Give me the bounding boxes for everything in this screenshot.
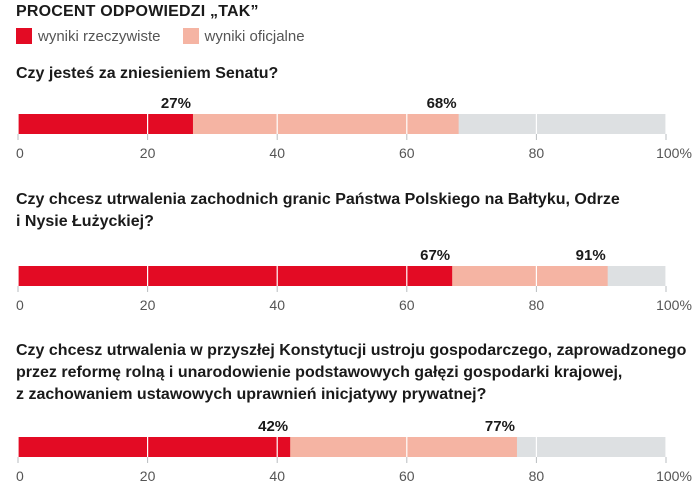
- legend-label-official: wyniki oficjalne: [204, 27, 305, 45]
- bar-actual: [18, 437, 290, 457]
- bar-actual: [18, 266, 452, 286]
- tick-label: 60: [399, 468, 415, 484]
- tick-label: 0: [16, 145, 24, 161]
- value-label-actual: 67%: [420, 247, 451, 264]
- legend-label-actual: wyniki rzeczywiste: [38, 27, 161, 45]
- tick-label: 20: [139, 468, 156, 484]
- value-label-actual: 27%: [160, 95, 191, 112]
- tick-label: 40: [269, 297, 285, 313]
- question-3-line-1: Czy chcesz utrwalenia w przyszłej Konstytucji ustroju gospodarczego, zaprowadzonego: [16, 342, 687, 359]
- tick-label: 60: [399, 297, 415, 313]
- tick-label: 40: [269, 145, 285, 161]
- value-label-official: 68%: [426, 95, 457, 112]
- tick-label: 40: [269, 468, 285, 484]
- chart-title: PROCENT ODPOWIEDZI „TAK”: [16, 3, 259, 20]
- value-label-official: 91%: [575, 247, 606, 264]
- tick-label: 100%: [656, 468, 692, 484]
- value-label-official: 77%: [484, 418, 515, 435]
- question-2-line-1: Czy chcesz utrwalenia zachodnich granic Państwa Polskiego na Bałtyku, Odrze: [16, 191, 620, 208]
- question-3-line-2: przez reformę rolną i unarodowienie podstawowych gałęzi gospodarki krajowej,: [16, 364, 623, 381]
- tick-label: 100%: [656, 297, 692, 313]
- tick-label: 20: [139, 297, 156, 313]
- tick-label: 80: [528, 297, 545, 313]
- value-label-actual: 42%: [258, 418, 289, 435]
- chart-1: [16, 95, 692, 161]
- tick-label: 80: [528, 145, 545, 161]
- tick-label: 80: [528, 468, 545, 484]
- question-1-line-1: Czy jesteś za zniesieniem Senatu?: [16, 65, 279, 82]
- chart-2: [16, 247, 692, 313]
- bar-actual: [18, 114, 193, 134]
- chart-3: [16, 418, 692, 484]
- tick-label: 0: [16, 468, 24, 484]
- tick-label: 100%: [656, 145, 692, 161]
- tick-label: 60: [399, 145, 415, 161]
- question-2-line-2: i Nysie Łużyckiej?: [16, 213, 154, 230]
- tick-label: 20: [139, 145, 156, 161]
- question-3-line-3: z zachowaniem ustawowych uprawnień inicjatywy prywatnej?: [16, 386, 487, 403]
- tick-label: 0: [16, 297, 24, 313]
